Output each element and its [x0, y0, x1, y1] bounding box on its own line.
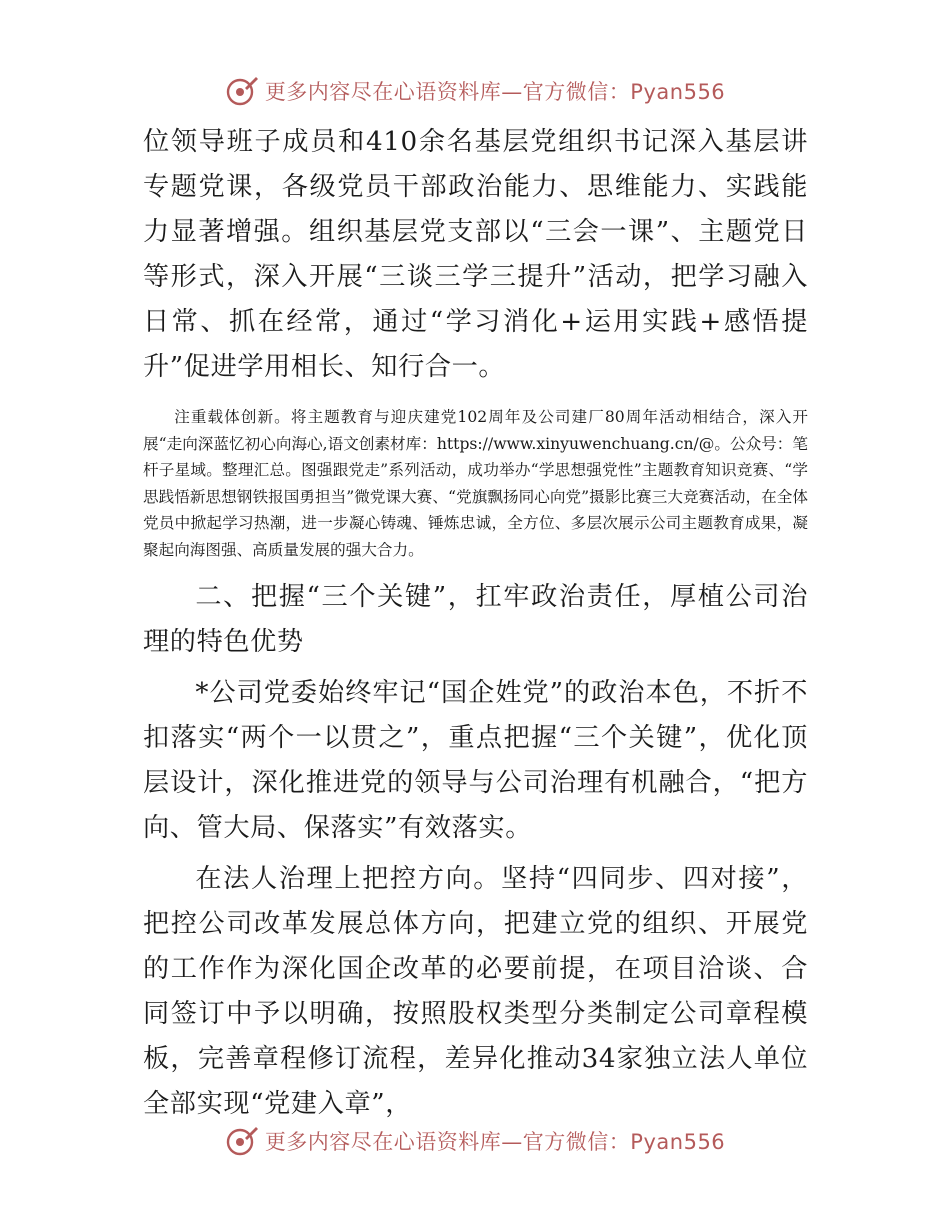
header-watermark	[0, 74, 950, 108]
footer-watermark-text: 更多内容尽在心语资料库—官方微信：Pyan556	[264, 1130, 726, 1154]
section-heading: 二、把握“三个关键”，扛牢政治责任，厚植公司治理的特色优势	[143, 582, 808, 657]
body-paragraph-4: 在法人治理上把控方向。坚持“四同步、四对接”，把控公司改革发展总体方向，把建立党的组织、开展党的工作作为深化国企改革的必要前提，在项目洽谈、合同签订中予以明确，按照股权类型分类制定公司章程模板，完善章程修订流程，差异化推动34家独立法人单位全部实现“党建入章”，	[143, 864, 808, 1119]
body-paragraph-small: 注重载体创新。将主题教育与迎庆建党102周年及公司建厂80周年活动相结合，深入开展“走向深蓝忆初心向海心,语文创素材库：https://www.xinyuwenchuang.cn/@。公众号：笔杆子星域。整理汇总。图强跟党走”系列活动，成功举办“学思想强党性”主题教育知识竞赛、“学思践悟新思想钢铁报国勇担当”微党课大赛、“党旗飘扬同心向党”摄影比赛三大竞赛活动，在全体党员中掀起学习热潮，进一步凝心铸魂、锤炼忠诚，全方位、多层次展示公司主题教育成果，凝聚起向海图强、高质量发展的强大合力。	[143, 408, 808, 559]
footer-watermark	[0, 1124, 950, 1158]
watermark-logo-icon	[225, 74, 259, 108]
watermark-logo-icon	[225, 1124, 259, 1158]
document-body	[143, 120, 808, 1127]
header-watermark-text: 更多内容尽在心语资料库—官方微信：Pyan556	[264, 80, 726, 104]
body-paragraph-1: 位领导班子成员和410余名基层党组织书记深入基层讲专题党课，各级党员干部政治能力、思维能力、实践能力显著增强。组织基层党支部以“三会一课”、主题党日等形式，深入开展“三谈三学三提升”活动，把学习融入日常、抓在经常，通过“学习消化+运用实践+感悟提升”促进学用相长、知行合一。	[143, 127, 808, 382]
body-paragraph-3: *公司党委始终牢记“国企姓党”的政治本色，不折不扣落实“两个一以贯之”，重点把握“三个关键”，优化顶层设计，深化推进党的领导与公司治理有机融合，“把方向、管大局、保落实”有效落实。	[143, 678, 808, 843]
